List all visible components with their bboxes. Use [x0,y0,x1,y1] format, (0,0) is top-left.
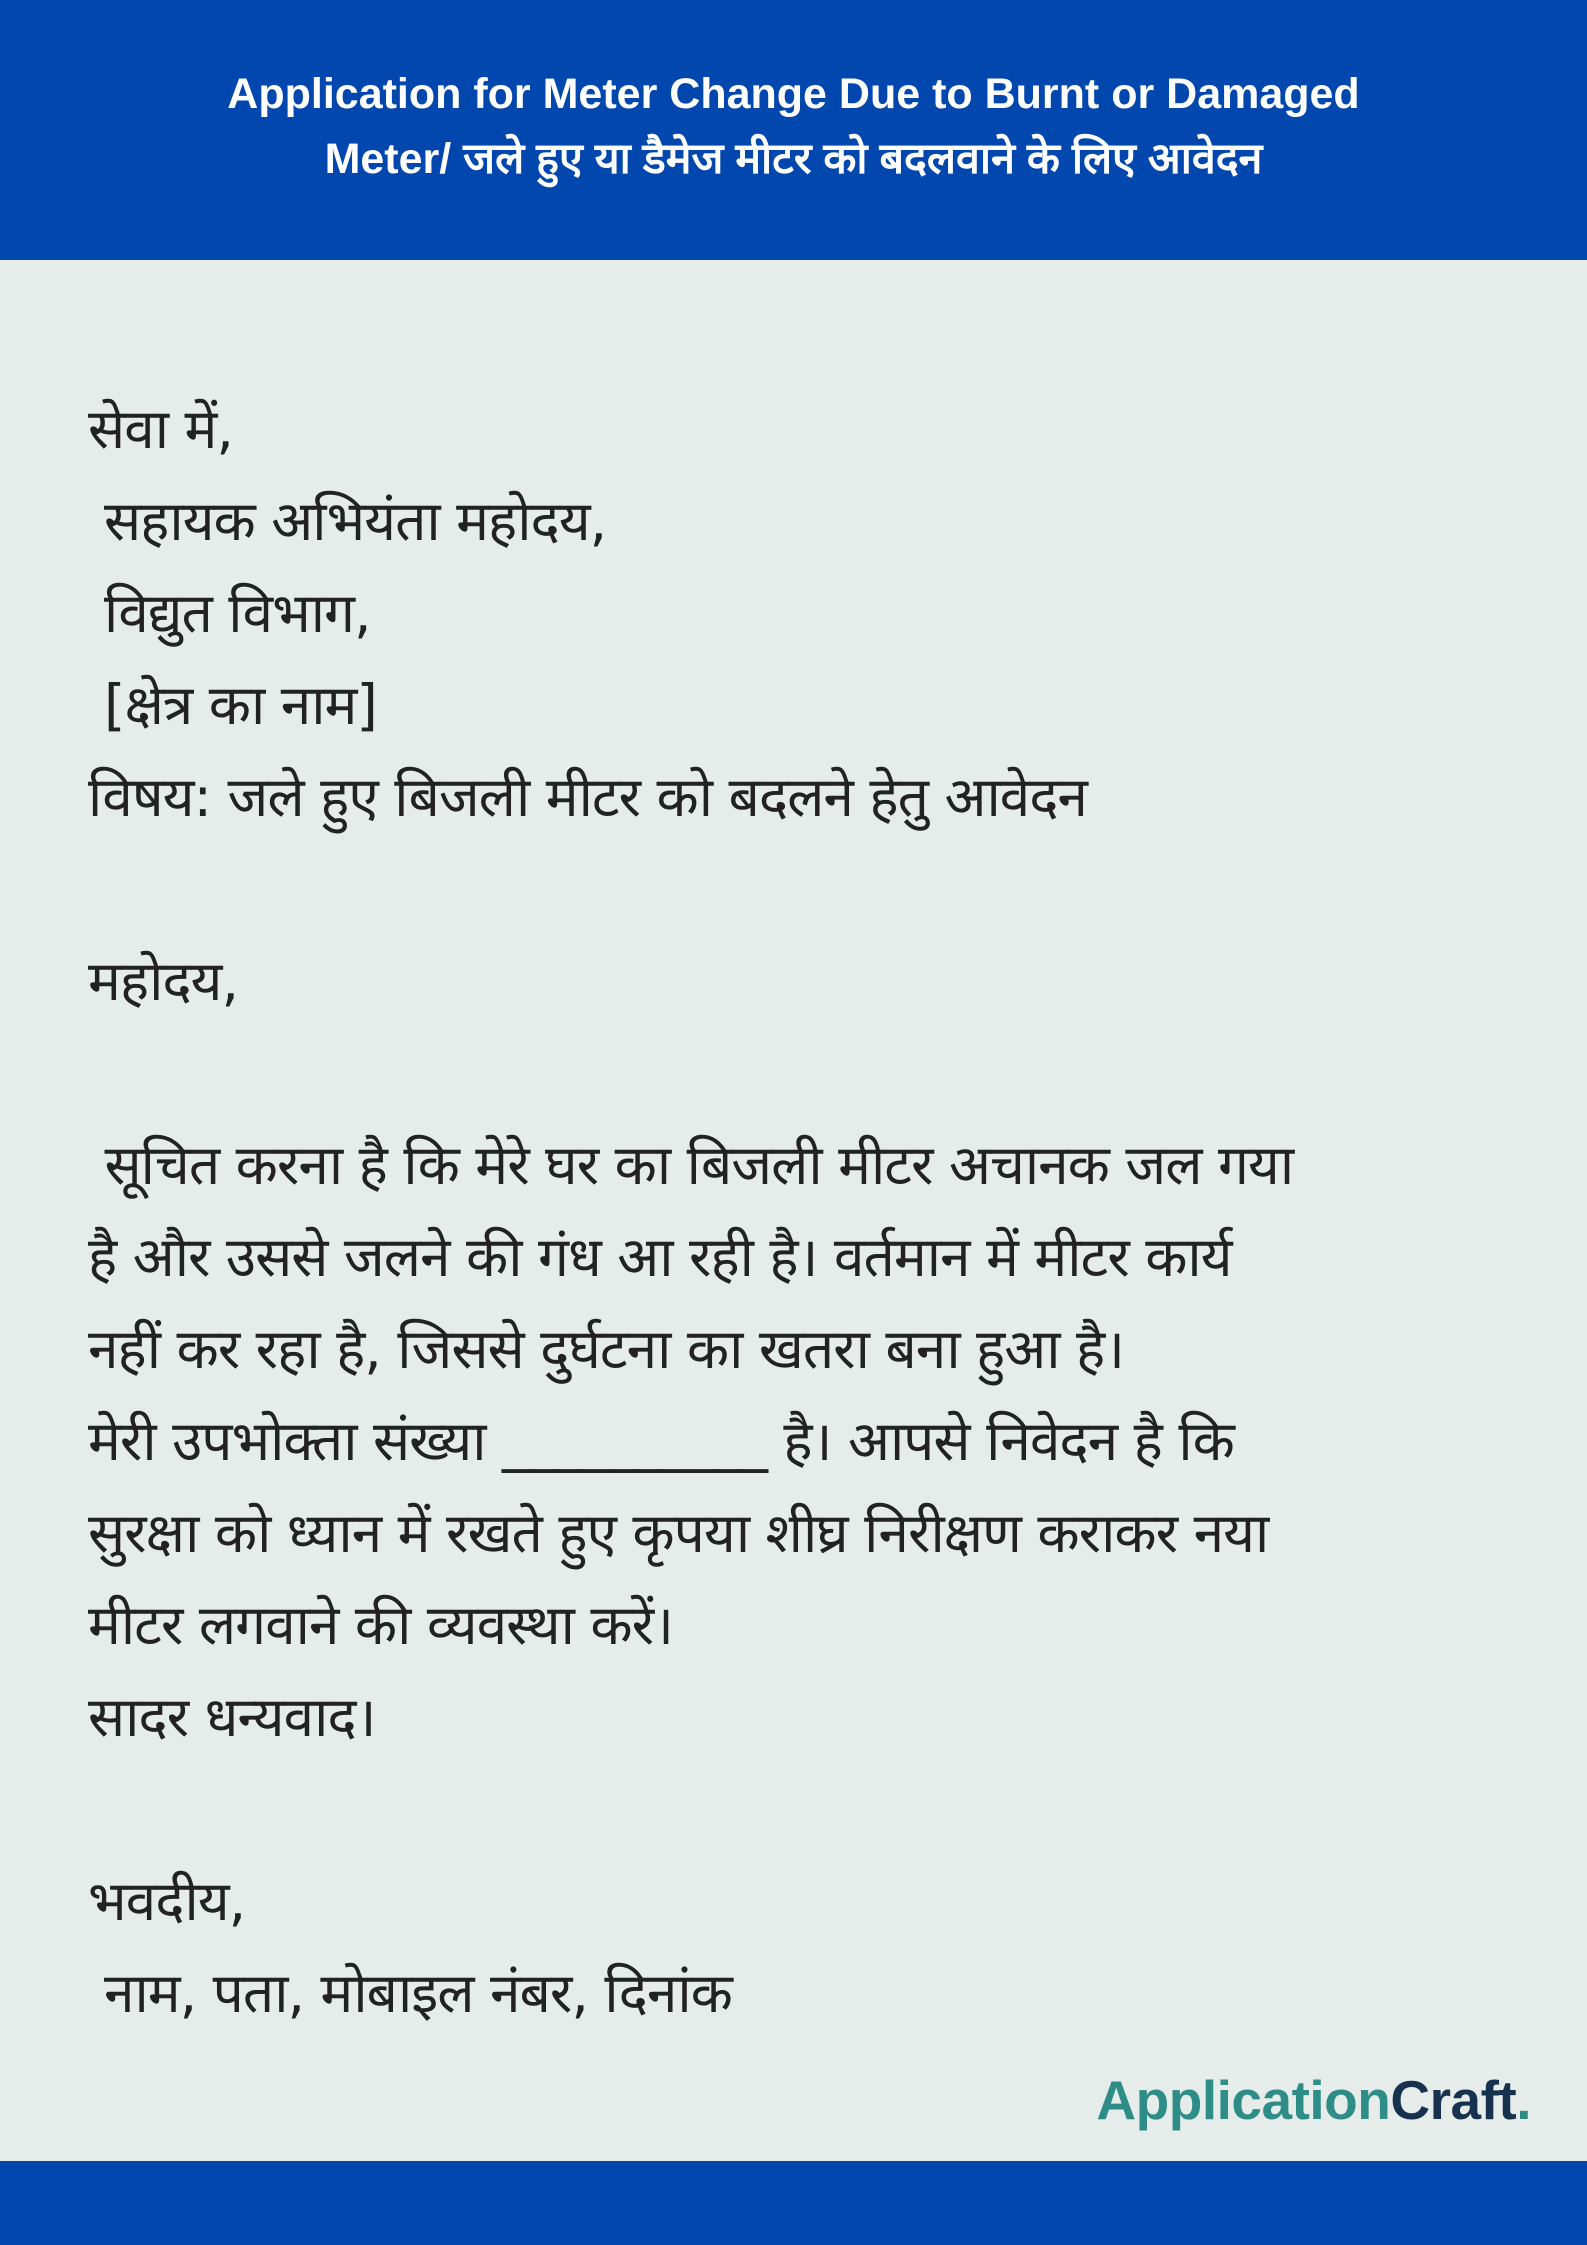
area-placeholder: [क्षेत्र का नाम] [104,673,377,737]
department: विद्युत विभाग, [104,581,371,645]
body-line: है और उससे जलने की गंध आ रही है। वर्तमान में मीटर कार्य [88,1225,1232,1289]
blank-line [88,1763,1528,1855]
body-line: सुरक्षा को ध्यान में रखते हुए कृपया शीघ्र निरीक्षण कराकर नया [88,1501,1269,1565]
body-line: मीटर लगवाने की व्यवस्था करें। [88,1593,673,1657]
brand-logo-part2: Craft [1390,2069,1517,2131]
thanks-line: सादर धन्यवाद। [88,1685,376,1749]
brand-logo [1096,2068,1531,2132]
greeting: महोदय, [88,949,238,1013]
sender-details: नाम, पता, मोबाइल नंबर, दिनांक [104,1961,732,2025]
closing: भवदीय, [88,1869,246,1933]
body-line: सूचित करना है कि मेरे घर का बिजली मीटर अचानक जल गया [88,1133,1294,1197]
footer-bar [0,2161,1587,2245]
title-line-1: Application for Meter Change Due to Burnt or Damaged [227,70,1360,118]
subject-line: विषय: जले हुए बिजली मीटर को बदलने हेतु आवेदन [88,765,1087,829]
title-line-2: Meter/ जले हुए या डैमेज मीटर को बदलवाने के लिए आवेदन [324,135,1263,183]
salutation-to: सेवा में, [88,397,233,461]
blank-line [88,1027,1528,1119]
body-line: मेरी उपभोक्ता संख्या __________ है। आपसे निवेदन है कि [88,1409,1234,1473]
blank-line [88,843,1528,935]
recipient-title: सहायक अभियंता महोदय, [104,489,607,553]
brand-logo-part1: Application [1096,2069,1391,2131]
brand-logo-dot: . [1516,2069,1531,2131]
letter-body [88,383,1528,2039]
body-line: नहीं कर रहा है, जिससे दुर्घटना का खतरा बना हुआ है। [88,1317,1124,1381]
header-banner [0,0,1587,260]
